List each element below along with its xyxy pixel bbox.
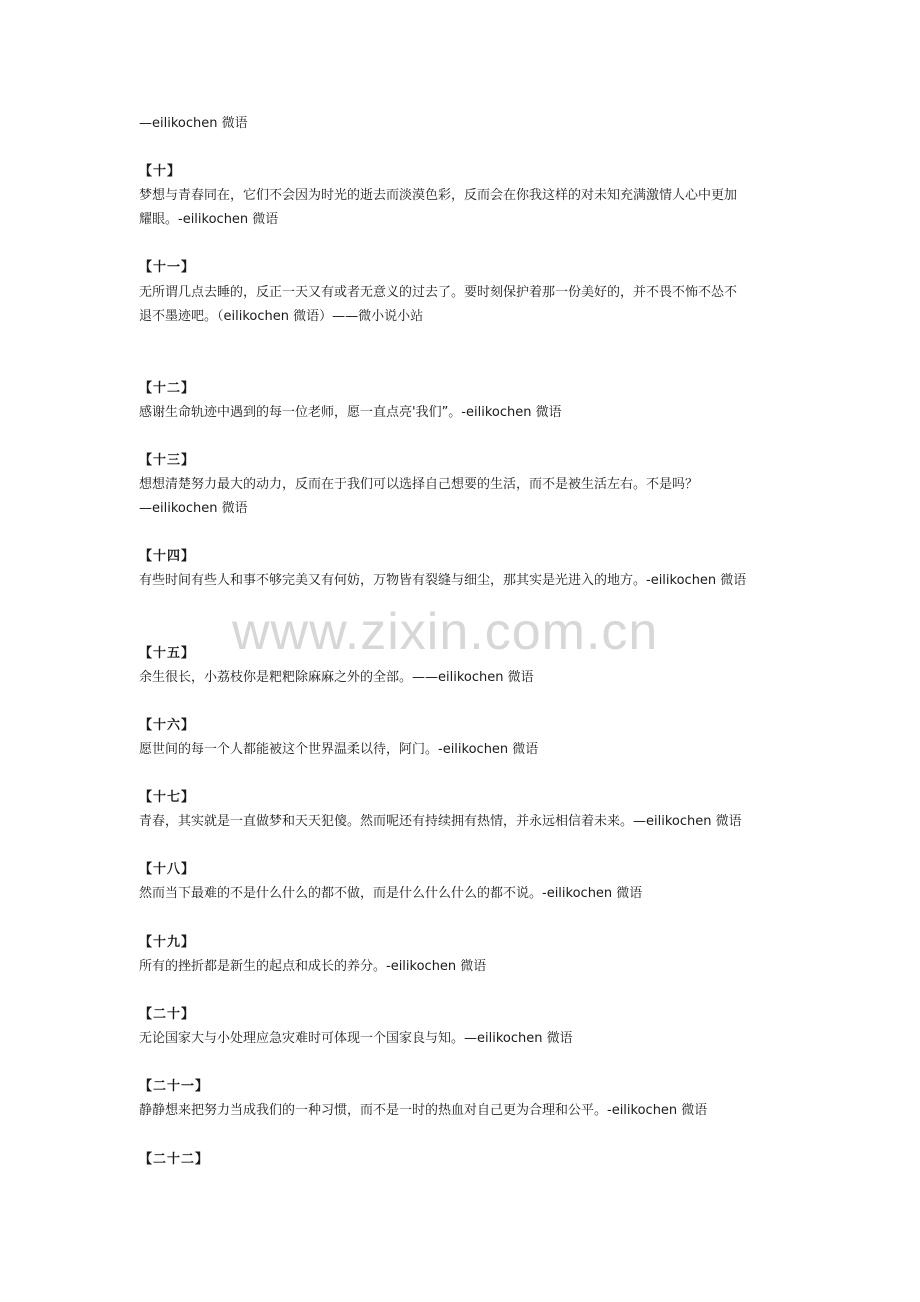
section-heading-13: 【十三】	[139, 453, 196, 468]
quote-line: 愿世间的每一个人都能被这个世界温柔以待，阿门。-eilikochen 微语	[139, 742, 539, 757]
quote-line: 所有的挫折都是新生的起点和成长的养分。-eilikochen 微语	[139, 959, 487, 974]
quote-line: 无所谓几点去睡的，反正一天又有或者无意义的过去了。要时刻保护着那一份美好的，并不畏不怖不怂不	[139, 285, 738, 300]
section-heading-16: 【十六】	[139, 718, 196, 733]
section-heading-11: 【十一】	[139, 260, 196, 275]
section-heading-21: 【二十一】	[139, 1079, 210, 1094]
quote-line: 无论国家大与小处理应急灾难时可体现一个国家良与知。—eilikochen 微语	[139, 1031, 573, 1046]
quote-line: 然而当下最难的不是什么什么的都不做，而是什么什么什么的都不说。-eilikochen 微语	[139, 886, 643, 901]
section-heading-12: 【十二】	[139, 381, 196, 396]
attribution-line: —eilikochen 微语	[139, 116, 248, 131]
quote-line: —eilikochen 微语	[139, 501, 248, 516]
section-heading-14: 【十四】	[139, 549, 196, 564]
quote-line: 感谢生命轨迹中遇到的每一位老师，愿一直点亮'我们”。-eilikochen 微语	[139, 405, 562, 420]
quote-line: 耀眼。-eilikochen 微语	[139, 212, 279, 227]
quote-line: 梦想与青春同在，它们不会因为时光的逝去而淡漠色彩，反而会在你我这样的对未知充满激情人心中更加	[139, 188, 738, 203]
section-heading-17: 【十七】	[139, 790, 196, 805]
section-heading-19: 【十九】	[139, 935, 196, 950]
quote-line: 青春，其实就是一直做梦和天天犯傻。然而呢还有持续拥有热情，并永远相信着未来。—eilikochen 微语	[139, 814, 742, 829]
quote-line: 退不墨迹吧。（eilikochen 微语）——微小说小站	[139, 309, 424, 324]
section-heading-18: 【十八】	[139, 862, 196, 877]
quote-line: 想想清楚努力最大的动力，反而在于我们可以选择自己想要的生活，而不是被生活左右。不是吗？	[139, 477, 699, 492]
section-heading-15: 【十五】	[139, 646, 196, 661]
quote-line: 有些时间有些人和事不够完美又有何妨，万物皆有裂缝与细尘，那其实是光进入的地方。-eilikochen 微语	[139, 573, 747, 588]
quote-line: 静静想来把努力当成我们的一种习惯，而不是一时的热血对自己更为合理和公平。-eilikochen 微语	[139, 1103, 708, 1118]
section-heading-20: 【二十】	[139, 1007, 196, 1022]
section-heading-22: 【二十二】	[139, 1152, 210, 1167]
section-heading-10: 【十】	[139, 164, 182, 179]
quote-line: 余生很长，小荔枝你是粑粑除麻麻之外的全部。——eilikochen 微语	[139, 670, 534, 685]
watermark: www.zixin.com.cn	[232, 603, 659, 661]
